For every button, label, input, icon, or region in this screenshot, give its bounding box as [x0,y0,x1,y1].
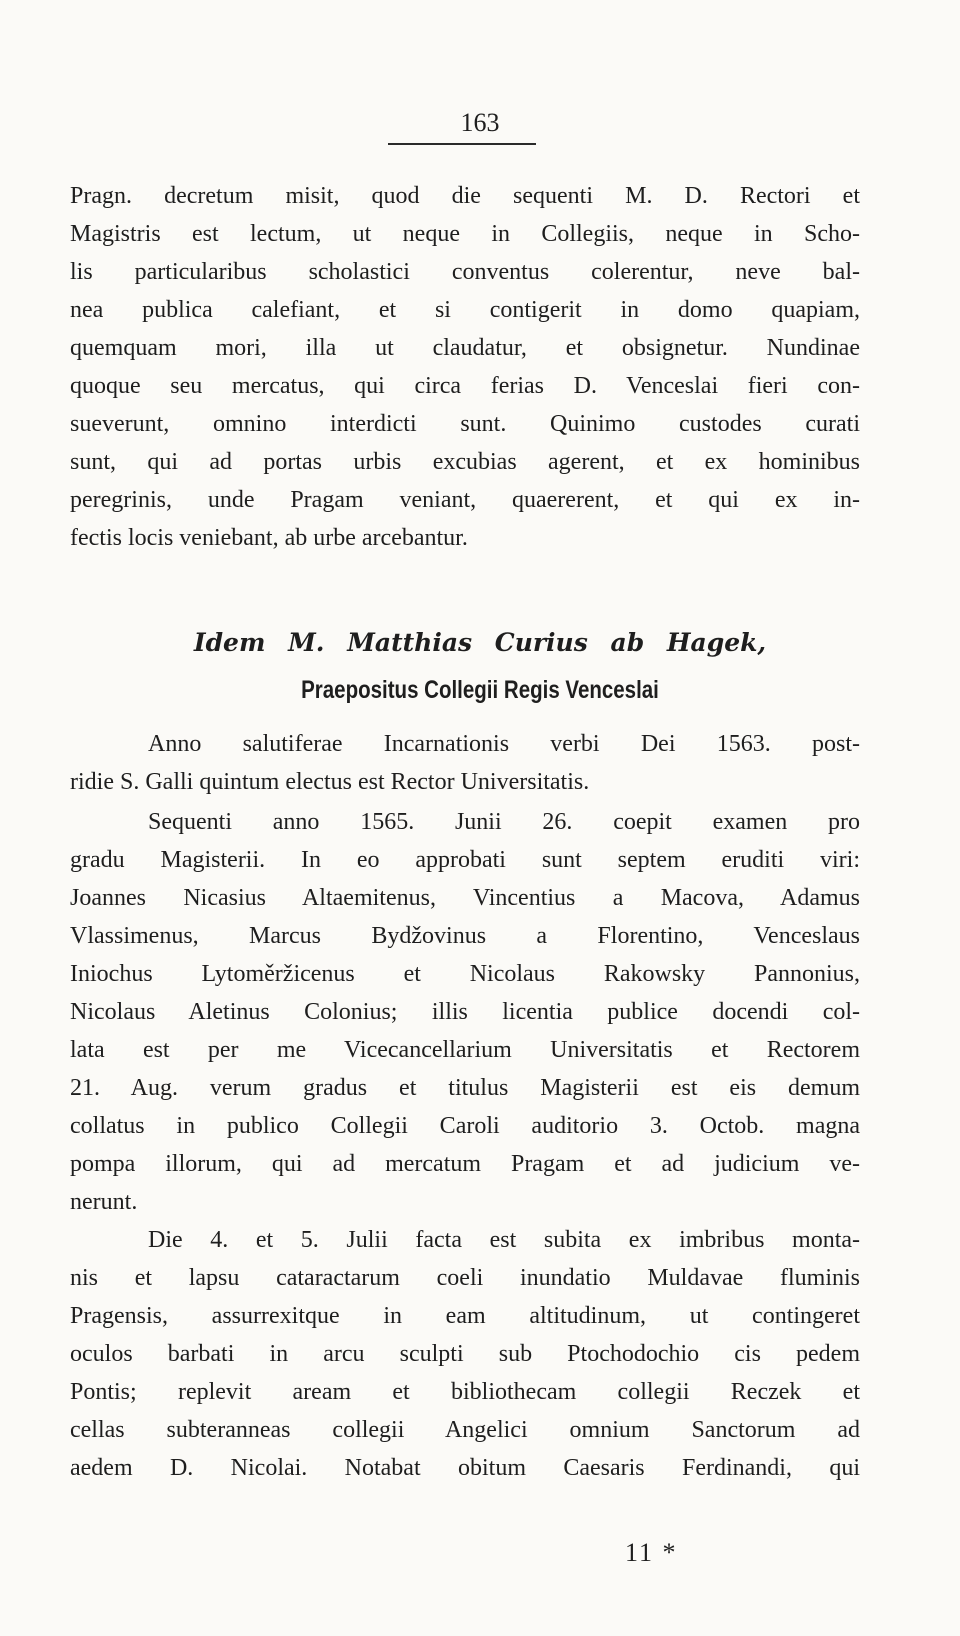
text-line: Sequenti anno 1565. Junii 26. coepit examen pro [148,809,860,835]
text-line: nis et lapsu cataractarum coeli inundatio Muldavae fluminis [70,1265,860,1291]
text-line: nerunt. [70,1189,138,1215]
text-line: quemquam mori, illa ut claudatur, et obsignetur. Nundinae [70,335,860,361]
text-line: ridie S. Galli quintum electus est Rector Universitatis. [70,769,590,795]
signature-mark: 11 * [625,1538,678,1567]
text-line: sueverunt, omnino interdicti sunt. Quinimo custodes curati [70,411,860,437]
text-line: Magistris est lectum, ut neque in Collegiis, neque in Scho- [70,221,860,247]
text-line: collatus in publico Collegii Caroli auditorio 3. Octob. magna [70,1113,860,1139]
text-line: Vlassimenus, Marcus Bydžovinus a Florentino, Venceslaus [70,923,860,949]
text-line: Iniochus Lytoměržicenus et Nicolaus Rakowsky Pannonius, [70,961,860,987]
text-line: gradu Magisterii. In eo approbati sunt septem eruditi viri: [70,847,860,873]
text-line: 21. Aug. verum gradus et titulus Magisterii est eis demum [70,1075,860,1101]
text-line: Nicolaus Aletinus Colonius; illis licentia publice docendi col- [70,999,860,1025]
text-line: cellas subteranneas collegii Angelici omnium Sanctorum ad [70,1417,860,1443]
text-line: Joannes Nicasius Altaemitenus, Vincentius a Macova, Adamus [70,885,860,911]
text-line: lata est per me Vicecancellarium Universitatis et Rectorem [70,1037,860,1063]
text-line: oculos barbati in arcu sculpti sub Ptochodochio cis pedem [70,1341,860,1367]
text-line: fectis locis veniebant, ab urbe arcebantur. [70,525,468,551]
page-number: 163 [460,108,500,137]
section-heading-title: Praepositus Collegii Regis Venceslai [301,676,659,704]
section-heading-name: Idem M. Matthias Curius ab Hagek, [193,628,767,657]
text-line: sunt, qui ad portas urbis excubias agerent, et ex hominibus [70,449,860,475]
text-line: quoque seu mercatus, qui circa ferias D. Venceslai fieri con- [70,373,860,399]
text-line: nea publica calefiant, et si contigerit in domo quapiam, [70,297,860,323]
text-line: pompa illorum, qui ad mercatum Pragam et ad judicium ve- [70,1151,860,1177]
page-number-rule [388,143,536,145]
text-line: Anno salutiferae Incarnationis verbi Dei 1563. post- [148,731,860,757]
text-line: Pragn. decretum misit, quod die sequenti M. D. Rectori et [70,183,860,209]
text-line: Pontis; replevit aream et bibliothecam collegii Reczek et [70,1379,860,1405]
text-line: Pragensis, assurrexitque in eam altitudinum, ut contingeret [70,1303,860,1329]
text-line: lis particularibus scholastici conventus colerentur, neve bal- [70,259,860,285]
text-line: Die 4. et 5. Julii facta est subita ex imbribus monta- [148,1227,860,1253]
text-line: peregrinis, unde Pragam veniant, quaererent, et qui ex in- [70,487,860,513]
text-line: aedem D. Nicolai. Notabat obitum Caesaris Ferdinandi, qui [70,1455,860,1481]
